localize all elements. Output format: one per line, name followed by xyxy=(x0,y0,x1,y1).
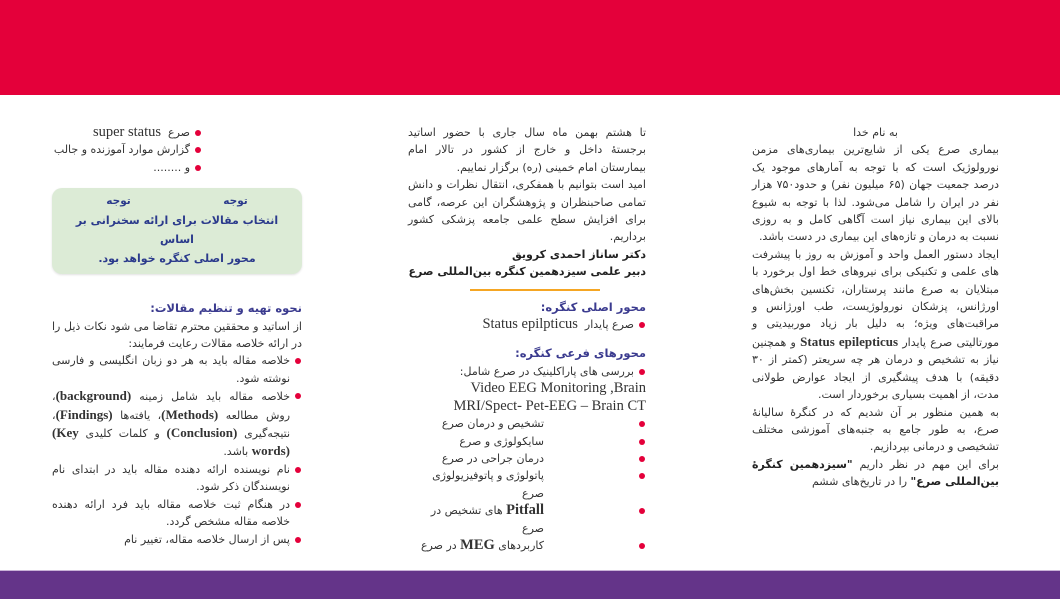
guidelines-intro: از اساتید و محققین محترم تقاضا می شود نکات ذیل را در ارائه خلاصه مقالات رعایت فرمایند: xyxy=(52,319,302,351)
congress-announcement: برای این مهم در نظر داریم "سیزدهمین کنگرهٔ بین‌المللی صرع" را در تاریخ‌های ششم xyxy=(752,457,999,489)
salutation: به نام خدا xyxy=(853,126,898,139)
list-item: و ........ xyxy=(52,159,202,176)
list-item: تشخیص و درمان صرع xyxy=(408,415,646,432)
date-venue-paragraph: تا هشتم بهمن ماه سال جاری با حضور اساتید برجستهٔ داخل و خارج از کشور در تالار امام بیمارستان امام خمینی (ره) برگزار نماییم. xyxy=(408,126,646,174)
status-epilepticus-term: Status epilepticus xyxy=(800,333,899,349)
list-item: کاربردهای MEG در صرع xyxy=(408,537,646,554)
top-color-band xyxy=(0,0,1060,95)
list-item: نام نویسنده ارائه دهنده مقاله باید در ابتدای نام نویسندگان ذکر شود. xyxy=(52,461,302,496)
notice-text-line: انتخاب مقالات برای ارائه سخنرانی بر اساس xyxy=(75,214,279,247)
hope-paragraph: امید است بتوانیم با همفکری، انتقال نظرات و دانش تمامی صاحبنظران و پژوهشگران این عرصه، گامی برای افزایش سطح علمی جامعه پزشکی کشور برداریم. xyxy=(408,178,646,244)
notice-box xyxy=(52,188,302,274)
congress-name: "سیزدهمین کنگرهٔ بین‌المللی صرع" xyxy=(752,457,999,489)
list-item: پاتولوژی و پاتوفیزیولوژی صرع xyxy=(408,467,646,502)
section-divider xyxy=(470,289,600,291)
list-item: خلاصه مقاله باید شامل زمینه (background)، روش مطالعه (Methods)، یافته‌ها (Findings)، نتیجه‌گیری (Conclusion) و کلمات کلیدی (Key words) باشد. xyxy=(52,387,302,461)
notice-label: توجه xyxy=(106,195,131,208)
bottom-color-band xyxy=(0,570,1060,599)
list-item: در هنگام ثبت خلاصه مقاله باید فرد ارائه دهنده خلاصه مقاله مشخص گردد. xyxy=(52,496,302,531)
intro-paragraph: بیماری صرع یکی از شایع‌ترین بیماری‌های مزمن نورولوژیک است که با توجه به آمارهای موجود یک درصد جمعیت جهان (۶۵ میلیون نفر) و حدود۷۵۰ هزار نفر در ایران را شامل می‌شود. لذا با توجه به شیوع بالای این بیماری نیاز است آگاهی کامل و به روزی نسبت به درمان و تازه‌های این بیماری در دست باشد. xyxy=(752,143,999,244)
topics-continued-list xyxy=(52,124,302,176)
main-axis-list xyxy=(408,316,646,333)
list-item: درمان جراحی در صرع xyxy=(408,450,646,467)
signature-name: دکتر ساناز احمدی کرویق xyxy=(511,247,646,261)
list-item: پس از ارسال خلاصه مقاله، تغییر نام xyxy=(52,531,302,548)
left-column xyxy=(52,124,302,548)
middle-column xyxy=(408,124,646,554)
rationale-paragraph: ایجاد دستور العمل واحد و آموزش به روز با پیشرفت های علمی و تکنیکی برای نیروهای خط اول برخورد با مبتلایان به صرع مانند پرستاران، تکنسین بخش‌های اورژانس، پزشکان نورولوژیست، طب اورژانس و مراقبت‌های ویژه؛ به دلیل بار زیاد موربیدیتی و مورتالیتی صرع پایدار Status epilepticus و همچنین نیاز به تشخیص و درمان هر چه سریعتر (کمتر از ۳۰ دقیقه) با هدف پیشگیری از ایجاد عوارض طولانی مدت، از اهمیت بسیاری برخوردار است. xyxy=(752,247,999,402)
notice-text-line: محور اصلی کنگره خواهد بود. xyxy=(98,252,256,266)
sub-axes-list xyxy=(408,363,646,554)
sub-axes-heading: محورهای فرعی کنگره: xyxy=(515,346,646,361)
purpose-paragraph: به همین منظور بر آن شدیم که در کنگرهٔ سالیانهٔ صرع، به طور جامع به جنبه‌های آموزشی مختلف تشخیصی و درمانی بپردازیم. xyxy=(752,405,999,454)
list-item: خلاصه مقاله باید به هر دو زبان انگلیسی و فارسی نوشته شود. xyxy=(52,352,302,387)
guidelines-list xyxy=(52,352,302,547)
main-axis-heading: محور اصلی کنگره: xyxy=(540,299,646,314)
list-item: سایکولوژی و صرع xyxy=(408,433,646,450)
notice-label: توجه xyxy=(223,195,248,208)
guidelines-heading: نحوه تهیه و تنظیم مقالات: xyxy=(150,301,302,316)
list-item: Pitfall های تشخیص در صرع xyxy=(408,502,646,537)
signature-title: دبیر علمی سیزدهمین کنگره بین‌المللی صرع xyxy=(408,265,646,279)
list-item: صرع super status xyxy=(52,124,202,141)
list-item: گزارش موارد آموزنده و جالب xyxy=(52,141,202,158)
list-item: صرع پایدار Status epilpticus xyxy=(408,316,646,333)
list-item: بررسی های پاراکلینیک در صرع شامل: Video EEG Monitoring ,Brain MRI/Spect- Pet-EEG – Brain CT xyxy=(408,363,646,415)
intro-column xyxy=(752,124,999,491)
